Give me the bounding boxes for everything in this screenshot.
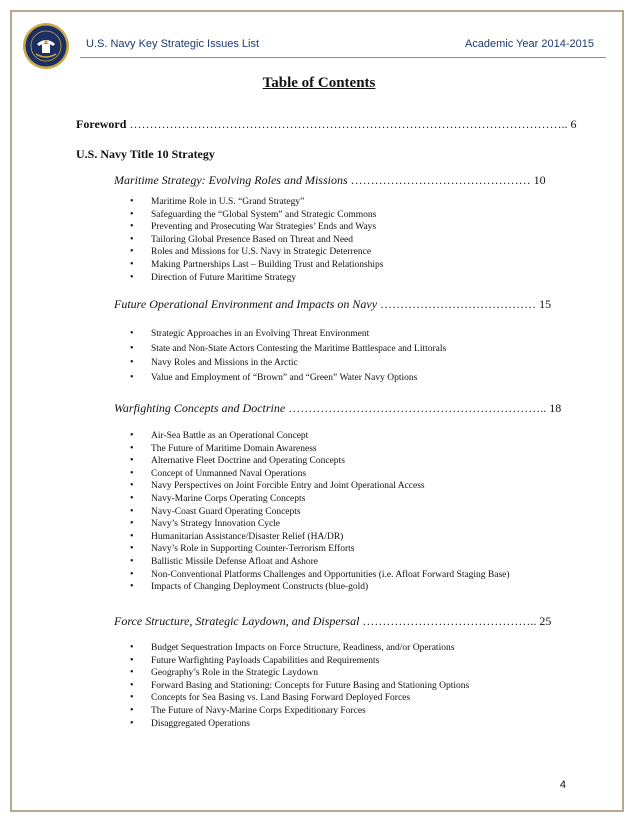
toc-leader-dots: ……………………………………………………………………………………………….. (129, 117, 568, 131)
list-item: • Navy-Marine Corps Operating Concepts (130, 493, 510, 506)
bullet-list-section-1 (130, 196, 384, 284)
toc-leader-dots: ……………………………………… (350, 173, 531, 187)
toc-entry-label: Future Operational Environment and Impacts on Navy (114, 297, 378, 311)
toc-entry-section-3[interactable] (114, 401, 562, 416)
toc-leader-dots: …………………………………….. (362, 614, 537, 628)
navy-seal-logo (22, 22, 70, 70)
toc-entry-section-2[interactable] (114, 297, 552, 312)
strategy-heading-text: U.S. Navy Title 10 Strategy (76, 147, 215, 161)
header-rule (80, 57, 606, 58)
page-number: 4 (559, 779, 566, 791)
list-item: • Direction of Future Maritime Strategy (130, 272, 384, 285)
toc-leader-dots: ……………………………………………………….. (288, 401, 547, 415)
list-item: • Budget Sequestration Impacts on Force Structure, Readiness, and/or Operations (130, 642, 469, 655)
list-item: • Navy Perspectives on Joint Forcible Entry and Joint Operational Access (130, 480, 510, 493)
list-item: • Navy’s Strategy Innovation Cycle (130, 518, 510, 531)
list-item: • Navy-Coast Guard Operating Concepts (130, 506, 510, 519)
toc-entry-foreword[interactable] (76, 117, 577, 132)
toc-entry-page: 6 (570, 117, 577, 131)
toc-leader-dots: ………………………………… (380, 297, 537, 311)
list-item: • The Future of Maritime Domain Awareness (130, 443, 510, 456)
toc-entry-label: Warfighting Concepts and Doctrine (114, 401, 286, 415)
toc-entry-label: Force Structure, Strategic Laydown, and Dispersal (114, 614, 360, 628)
list-item: • Humanitarian Assistance/Disaster Relief (HA/DR) (130, 531, 510, 544)
list-item: • Safeguarding the “Global System” and Strategic Commons (130, 209, 384, 222)
list-item: • Forward Basing and Stationing: Concepts for Future Basing and Stationing Options (130, 680, 469, 693)
list-item: • Making Partnerships Last – Building Trust and Relationships (130, 259, 384, 272)
toc-entry-label: Foreword (76, 117, 127, 131)
list-item: • Future Warfighting Payloads Capabilities and Requirements (130, 655, 469, 668)
toc-entry-page: 10 (533, 173, 546, 187)
list-item: • Geography’s Role in the Strategic Laydown (130, 667, 469, 680)
list-item: • Concepts for Sea Basing vs. Land Basing Forward Deployed Forces (130, 692, 469, 705)
list-item: • The Future of Navy-Marine Corps Expeditionary Forces (130, 705, 469, 718)
toc-entry-label: Maritime Strategy: Evolving Roles and Missions (114, 173, 348, 187)
list-item: • Air-Sea Battle as an Operational Concept (130, 430, 510, 443)
toc-entry-section-4[interactable] (114, 614, 552, 629)
list-item: • Impacts of Changing Deployment Constructs (blue-gold) (130, 581, 510, 594)
list-item: • Non-Conventional Platforms Challenges and Opportunities (i.e. Afloat Forward Staging Base) (130, 569, 510, 582)
bullet-list-section-3 (130, 430, 510, 594)
list-item: • State and Non-State Actors Contesting the Maritime Battlespace and Littorals (130, 342, 446, 357)
list-item: • Roles and Missions for U.S. Navy in Strategic Deterrence (130, 246, 384, 259)
toc-entry-section-1[interactable] (114, 173, 546, 188)
toc-heading-strategy (76, 147, 215, 162)
toc-entry-page: 25 (539, 614, 552, 628)
toc-entry-page: 15 (539, 297, 552, 311)
list-item: • Value and Employment of “Brown” and “Green” Water Navy Options (130, 371, 446, 386)
list-item: • Alternative Fleet Doctrine and Operating Concepts (130, 455, 510, 468)
bullet-list-section-4 (130, 642, 469, 730)
toc-entry-page: 18 (549, 401, 562, 415)
page-title: Table of Contents (262, 75, 376, 91)
header-right-text: Academic Year 2014-2015 (464, 38, 594, 50)
list-item: • Tailoring Global Presence Based on Threat and Need (130, 234, 384, 247)
running-header (86, 38, 594, 50)
list-item: • Strategic Approaches in an Evolving Threat Environment (130, 327, 446, 342)
list-item: • Preventing and Prosecuting War Strategies’ Ends and Ways (130, 221, 384, 234)
list-item: • Navy’s Role in Supporting Counter-Terrorism Efforts (130, 543, 510, 556)
header-left-text: U.S. Navy Key Strategic Issues List (86, 38, 260, 50)
list-item: • Disaggregated Operations (130, 718, 469, 731)
bullet-list-section-2 (130, 327, 446, 386)
list-item: • Ballistic Missile Defense Afloat and Ashore (130, 556, 510, 569)
list-item: • Maritime Role in U.S. “Grand Strategy” (130, 196, 384, 209)
list-item: • Navy Roles and Missions in the Arctic (130, 356, 446, 371)
list-item: • Concept of Unmanned Naval Operations (130, 468, 510, 481)
